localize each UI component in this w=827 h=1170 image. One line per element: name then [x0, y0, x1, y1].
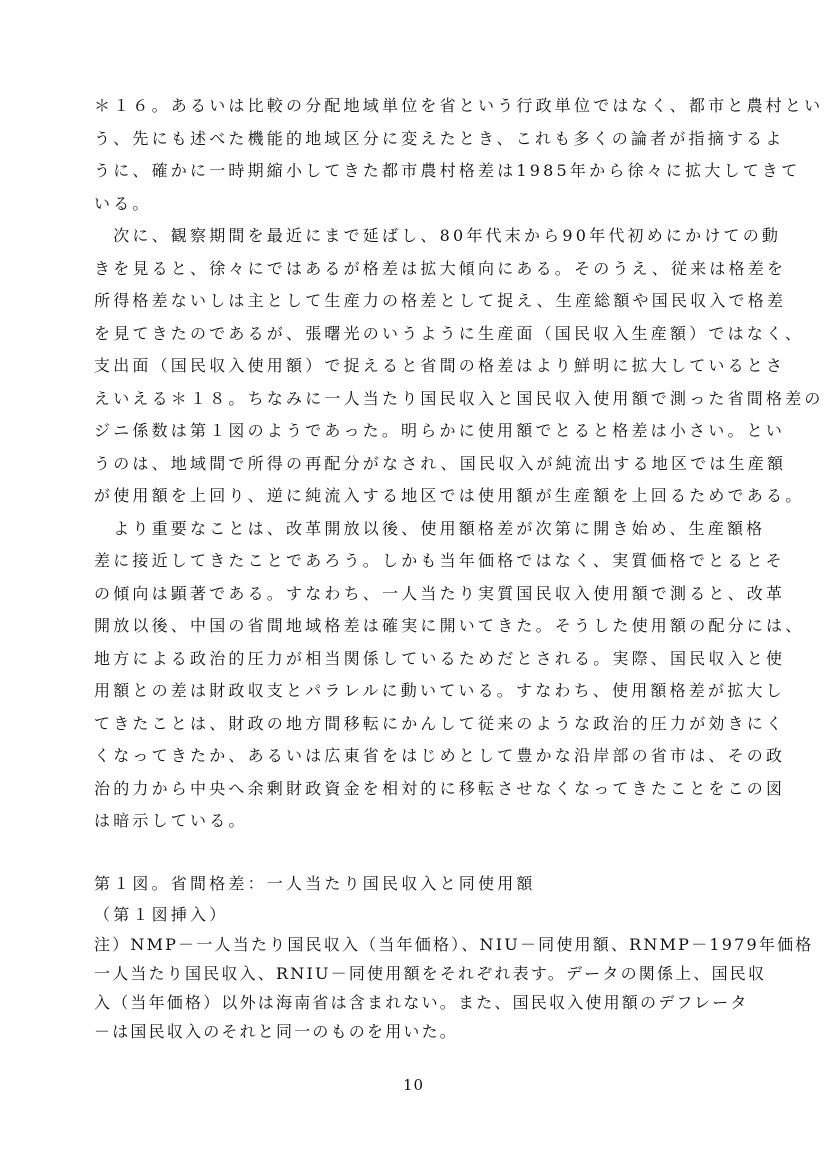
text-line: 用額との差は財政収支とパラレルに動いている。すなわち、使用額格差が拡大し [94, 681, 785, 700]
paragraph-2 [94, 220, 824, 513]
text-line: の傾向は顕著である。すなわち、一人当たり実質国民収入使用額で測ると、改革 [94, 583, 786, 603]
paragraph-1 [94, 90, 824, 220]
figure-insert-note: （第１図挿入） [94, 904, 229, 924]
note-line: －は国民収入のそれと同一のものを用いた。 [94, 1021, 459, 1041]
text-line: くなってきたか、あるいは広東省をはじめとして豊かな沿岸部の省市は、その政 [94, 746, 786, 765]
note-line: 入（当年価格）以外は海南省は含まれない。また、国民収入使用額のデフレータ [94, 992, 749, 1012]
text-line: は暗示している。 [94, 811, 248, 830]
text-line: が使用額を上回り、逆に純流入する地区では使用額が生産額を上回るためである。 [94, 486, 805, 505]
text-line: 差に接近してきたことであろう。しかも当年価格ではなく、実質価格でとるとそ [94, 551, 785, 570]
text-line: てきたことは、財政の地方間移転にかんして従来のような政治的圧力が効きにく [94, 713, 786, 733]
note-line: 一人当たり国民収入、RNIU－同使用額をそれぞれ表す。データの関係上、国民収 [94, 963, 767, 983]
text-line: きを見ると、徐々にではあるが格差は拡大傾向にある。そのうえ、従来は格差を [94, 258, 787, 278]
text-line: 治的力から中央へ余剰財政資金を相対的に移転させなくなってきたことをこの図 [94, 778, 786, 798]
text-line: 所得格差ないしは主として生産力の格差として捉え、生産総額や国民収入で格差 [94, 291, 787, 310]
text-line: 開放以後、中国の省間地域格差は確実に開いてきた。そうした使用額の配分には、 [94, 616, 805, 635]
text-line: うに、確かに一時期縮小してきた都市農村格差は1985年から徐々に拡大してきて [94, 161, 801, 180]
text-line: うのは、地域間で所得の再配分がなされ、国民収入が純流出する地区では生産額 [94, 453, 787, 473]
note-line: 注）NMP－一人当たり国民収入（当年価格）、NIU－同使用額、RNMP－1979年価格 [94, 934, 814, 954]
text-line: 地方による政治的圧力が相当関係しているためだとされる。実際、国民収入と使 [94, 648, 786, 668]
text-line: 支出面（国民収入使用額）で捉えると省間の格差はより鮮明に拡大しているとさ [94, 356, 786, 375]
paragraph-3 [94, 513, 805, 838]
text-line: ＊１６。あるいは比較の分配地域単位を省という行政単位ではなく、都市と農村とい [94, 96, 824, 115]
text-line: ジニ係数は第１図のようであった。明らかに使用額でとると格差は小さい。とい [94, 421, 786, 440]
document-body [94, 90, 824, 1046]
text-line: う、先にも述べた機能的地域区分に変えたとき、これも多くの論者が指摘するよ [94, 128, 785, 148]
figure-note [94, 930, 814, 1046]
text-line: いる。 [94, 193, 152, 213]
figure-caption: 第１図。省間格差：一人当たり国民収入と同使用額 [94, 873, 536, 893]
page-number: 10 [402, 1076, 425, 1094]
text-line: より重要なことは、改革開放以後、使用額格差が次第に開き始め、生産額格 [94, 518, 766, 538]
section-spacer [94, 838, 782, 868]
text-line: えいえる＊１８。ちなみに一人当たり国民収入と国民収入使用額で測った省間格差の [94, 388, 824, 408]
text-line: 次に、観察期間を最近にまで延ばし、80年代末から90年代初めにかけての動 [94, 226, 782, 245]
figure-caption-block [94, 868, 782, 930]
text-line: を見てきたのであるが、張曙光のいうように生産面（国民収入生産額）ではなく、 [94, 323, 805, 343]
